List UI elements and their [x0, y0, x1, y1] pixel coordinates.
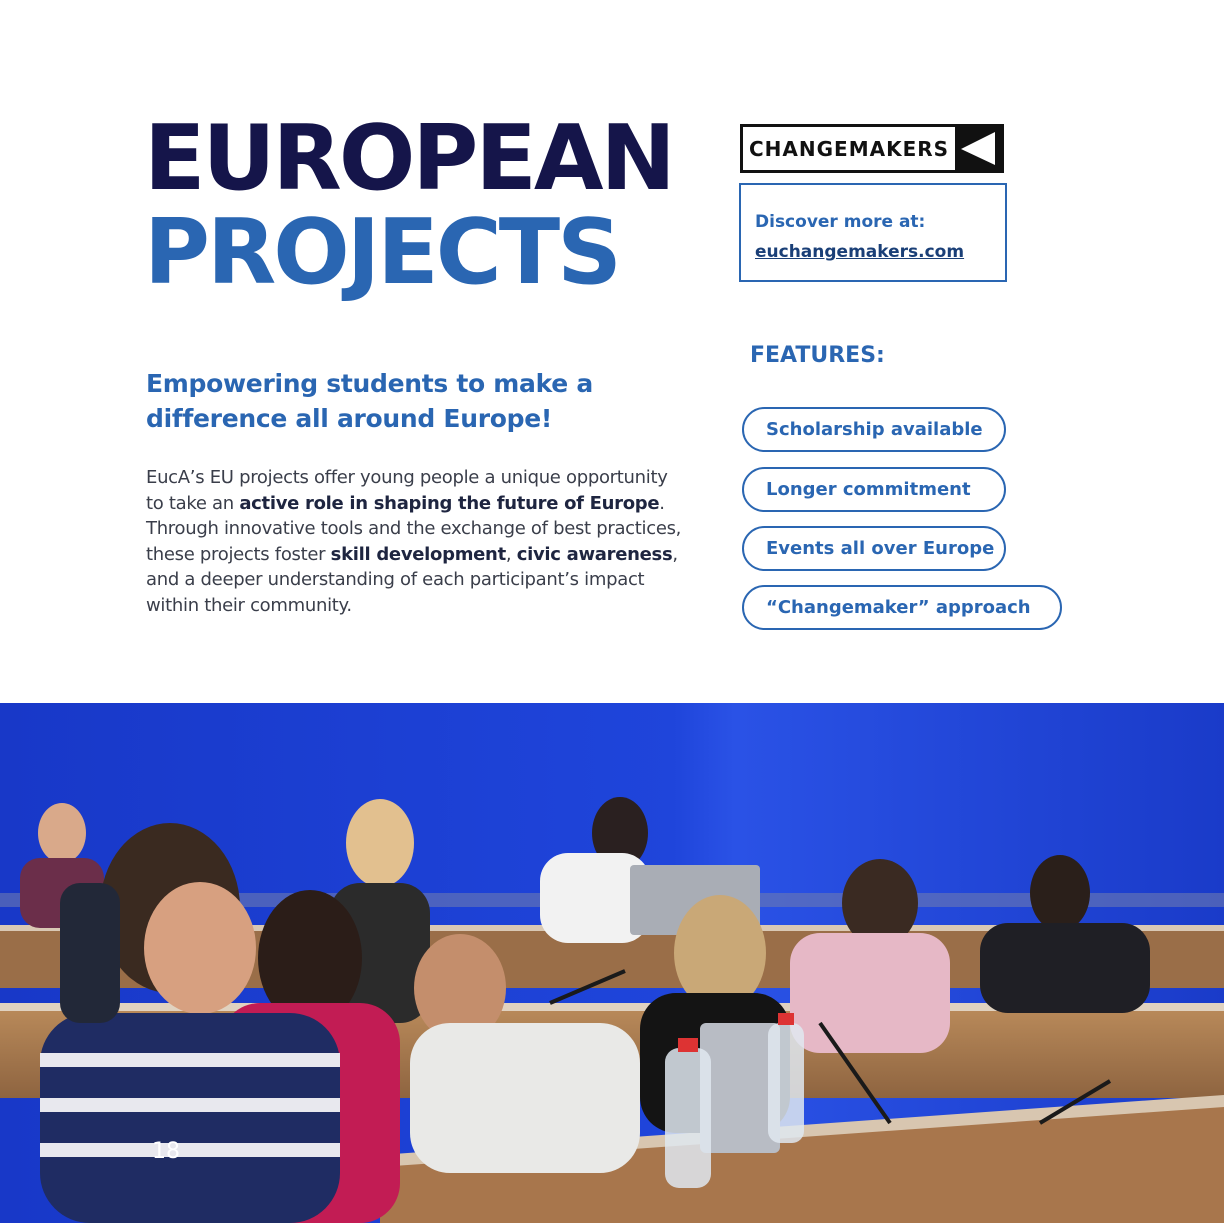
brand-name: CHANGEMAKERS [749, 136, 950, 161]
page-number: 18 [152, 1139, 180, 1164]
discover-more-box [739, 183, 1007, 282]
discover-label: Discover more at: [755, 212, 926, 232]
intro-bold-2: skill development [330, 543, 506, 565]
intro-text-4: , and a deeper understanding of each participant’s impact within their community. [146, 543, 678, 616]
title-line-projects: PROJECTS [144, 200, 619, 305]
changemakers-logo [740, 124, 1004, 173]
title-line-european: EUROPEAN [144, 106, 673, 211]
feature-pill-commitment: Longer commitment [742, 467, 1006, 512]
intro-bold-3: civic awareness [516, 543, 673, 565]
website-link[interactable]: euchangemakers.com [755, 242, 965, 262]
feature-pill-approach: “Changemaker” approach [742, 585, 1062, 630]
intro-text-2: . Through innovative tools and the exchange of best practices, these projects foster [146, 492, 682, 565]
feature-pill-events: Events all over Europe [742, 526, 1006, 571]
intro-bold-1: active role in shaping the future of Europe [239, 492, 660, 514]
students-in-assembly-hall-photo [0, 703, 1224, 1223]
tagline: Empowering students to make a difference all around Europe! [146, 369, 593, 433]
feature-pill-scholarship: Scholarship available [742, 407, 1006, 452]
play-triangle-logo-icon [955, 127, 1001, 170]
intro-text-1: EucA’s EU projects offer young people a unique opportunity to take an [146, 467, 668, 514]
intro-paragraph [146, 465, 686, 618]
features-heading: FEATURES: [750, 343, 885, 368]
intro-text-3: , [505, 543, 517, 565]
